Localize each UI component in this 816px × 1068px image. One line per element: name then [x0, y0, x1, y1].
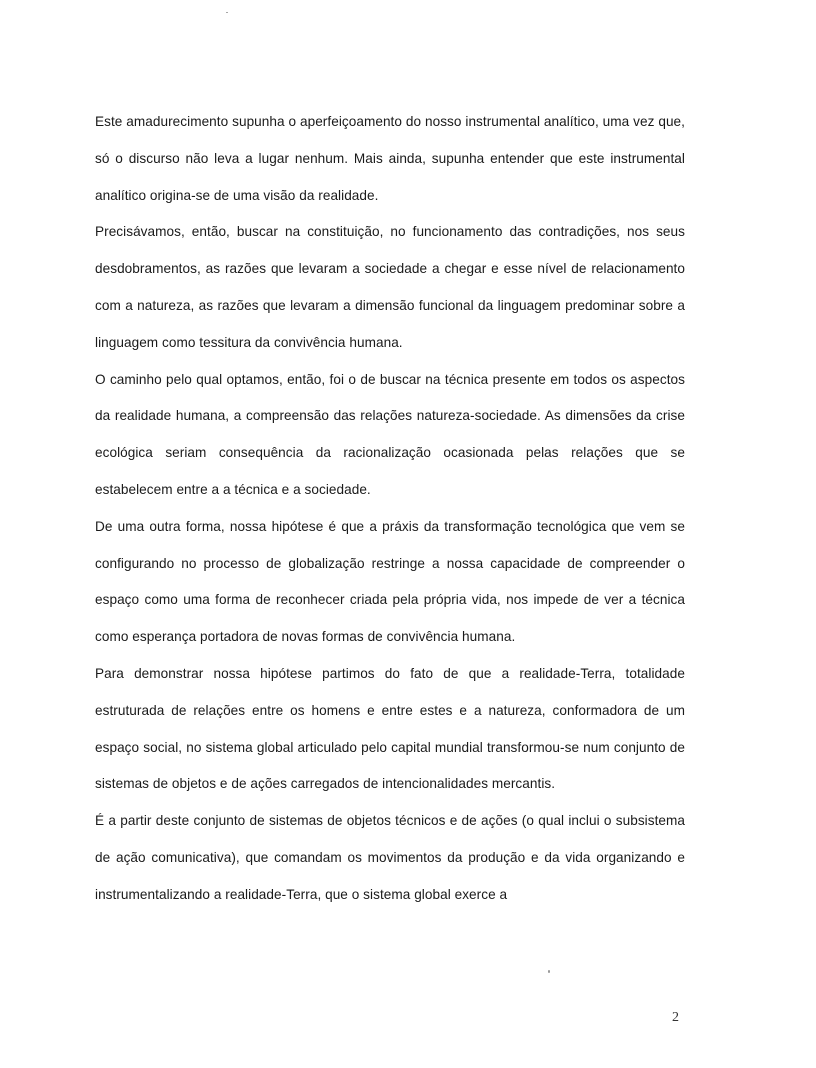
page-number: 2	[672, 1010, 679, 1025]
paragraph-5: Para demonstrar nossa hipótese partimos do fato de que a realidade-Terra, totalidade estruturada de relações entre os homens e entre estes e a natureza, conformadora de um espaço social, no sistema global articulado pelo capital mundial transformou-se num conjunto de sistemas de objetos e de ações carregados de intencionalidades mercantis.	[95, 665, 685, 792]
body-text	[95, 104, 685, 914]
paragraph-4: De uma outra forma, nossa hipótese é que a práxis da transformação tecnológica que vem se configurando no processo de globalização restringe a nossa capacidade de compreender o espaço como uma forma de reconhecer criada pela própria vida, nos impede de ver a técnica como esperança portadora de novas formas de convivência humana.	[95, 518, 685, 645]
paragraph-3: O caminho pelo qual optamos, então, foi o de buscar na técnica presente em todos os aspectos da realidade humana, a compreensão das relações natureza-sociedade. As dimensões da crise ecológica seriam consequência da racionalização ocasionada pelas relações que se estabelecem entre a a técnica e a sociedade.	[95, 371, 685, 497]
paragraph-1: Este amadurecimento supunha o aperfeiçoamento do nosso instrumental analítico, uma vez que, só o discurso não leva a lugar nenhum. Mais ainda, supunha entender que este instrumental analítico origina-se de uma visão da realidade.	[95, 114, 685, 203]
scan-speck	[548, 970, 550, 973]
paragraph-2: Precisávamos, então, buscar na constituição, no funcionamento das contradições, nos seus desdobramentos, as razões que levaram a sociedade a chegar e esse nível de relacionamento com a natureza, as razões que levaram a dimensão funcional da linguagem predominar sobre a linguagem como tessitura da convivência humana.	[95, 224, 685, 350]
scan-speck	[226, 12, 228, 13]
paragraph-6: É a partir deste conjunto de sistemas de objetos técnicos e de ações (o qual inclui o subsistema de ação comunicativa), que comandam os movimentos da produção e da vida organizando e instrumentalizando a realidade-Terra, que o sistema global exerce a	[95, 813, 685, 902]
